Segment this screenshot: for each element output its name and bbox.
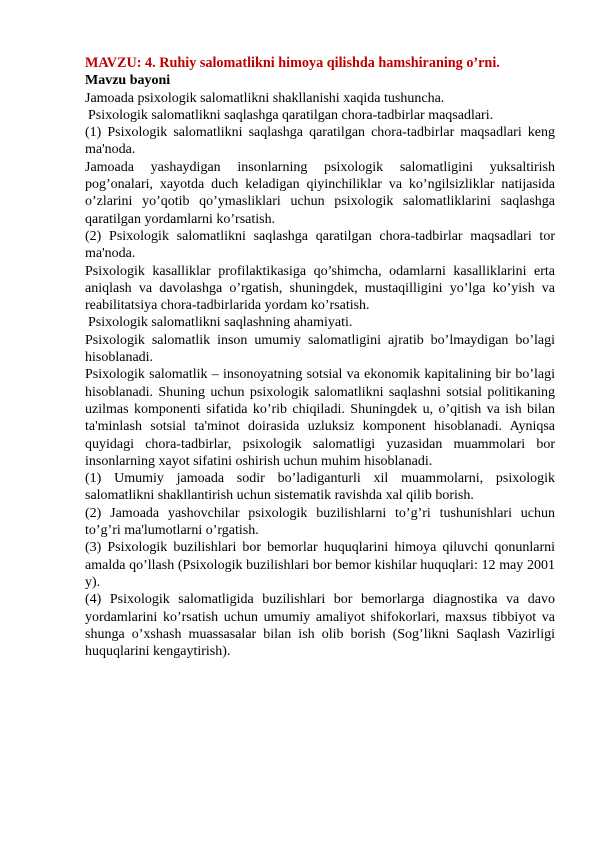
- paragraph: (1) Umumiy jamoada sodir bo’ladiganturli xil muammolarni, psixologik salomatlikni shakllantirish uchun sistematik ravishda xal qilib borish.: [85, 471, 555, 504]
- paragraph: Psixologik salomatlik – insonoyatning sotsial va ekonomik kapitalining bir bo’lagi hisoblanadi. Shuning uchun psixologik salomatlikni saqlashni sotsial politikaning uzilmas komponenti sifatida ko’rib chiqiladi. Shuningdek u, o’qitish va ish bilan ta'minlash sotsial ta'minot doirasida uzluksiz komponent hisoblanadi. Ayniqsa quyidagi chora-tadbirlar, psixologik salomatligi yuzasidan muammolari bor insonlarning xayot sifatini oshirish uchun muhim hisoblanadi.: [85, 367, 555, 469]
- paragraph: Jamoada psixologik salomatlikni shakllanishi xaqida tushuncha.: [85, 90, 445, 106]
- paragraph: (2) Jamoada yashovchilar psixologik buzilishlarni to’g’ri tushunishlari uchun to’g’ri ma'lumotlarni o’rgatish.: [85, 505, 555, 539]
- paragraph: (3) Psixologik buzilishlari bor bemorlar huquqlarini himoya qiluvchi qonunlarni amalda qo’llash (Psixologik buzilishlari bor bemor kishilar huquqlari: 12 may 2001 y).: [85, 540, 555, 590]
- paragraph: (2) Psixologik salomatlikni saqlashga qaratilgan chora-tadbirlar maqsadlari tor ma'noda.: [85, 228, 555, 262]
- paragraph: Psixologik salomatlikni saqlashga qaratilgan chora-tadbirlar maqsadlari.: [88, 107, 494, 123]
- document-page: [85, 55, 555, 660]
- document-title: MAVZU: 4. Ruhiy salomatlikni himoya qilishda hamshiraning o’rni.: [85, 55, 500, 71]
- paragraph: Psixologik kasalliklar profilaktikasiga qo’shimcha, odamlarni kasalliklarini erta aniqlash va davolashga o’rgatish, shuningdek, mustaqilligini yo’lga ko’yish va reabilitatsiya chora-tadbirlarida yordam ko’rsatish.: [85, 263, 555, 314]
- paragraph: Jamoada yashaydigan insonlarning psixologik salomatligini yuksaltirish pog’onalari, xayotda duch keladigan qiyinchiliklar va ko’ngilsizliklar natijasida o’zlarini yo’qotib qo’ymasliklari uchun psixologik salomatliklarini saqlashga qaratilgan yordamlarni ko’rsatish.: [85, 159, 555, 227]
- paragraph: Psixologik salomatlikni saqlashning ahamiyati.: [88, 315, 353, 331]
- paragraph: (4) Psixologik salomatligida buzilishlari bor bemorlarga diagnostika va davo yordamlarini ko’rsatish uchun umumiy amaliyot shifokorlari, maxsus tibbiyot va shunga o’xshash muassasalar bilan ish olib borish (Sog’likni Saqlash Vazirligi huquqlarini kengaytirish).: [85, 592, 555, 660]
- section-heading: Mavzu bayoni: [85, 73, 171, 89]
- paragraph: (1) Psixologik salomatlikni saqlashga qaratilgan chora-tadbirlar maqsadlari keng ma'noda.: [85, 125, 555, 158]
- paragraph: Psixologik salomatlik inson umumiy salomatligini ajratib bo’lmaydigan bo’lagi hisoblanadi.: [85, 332, 555, 366]
